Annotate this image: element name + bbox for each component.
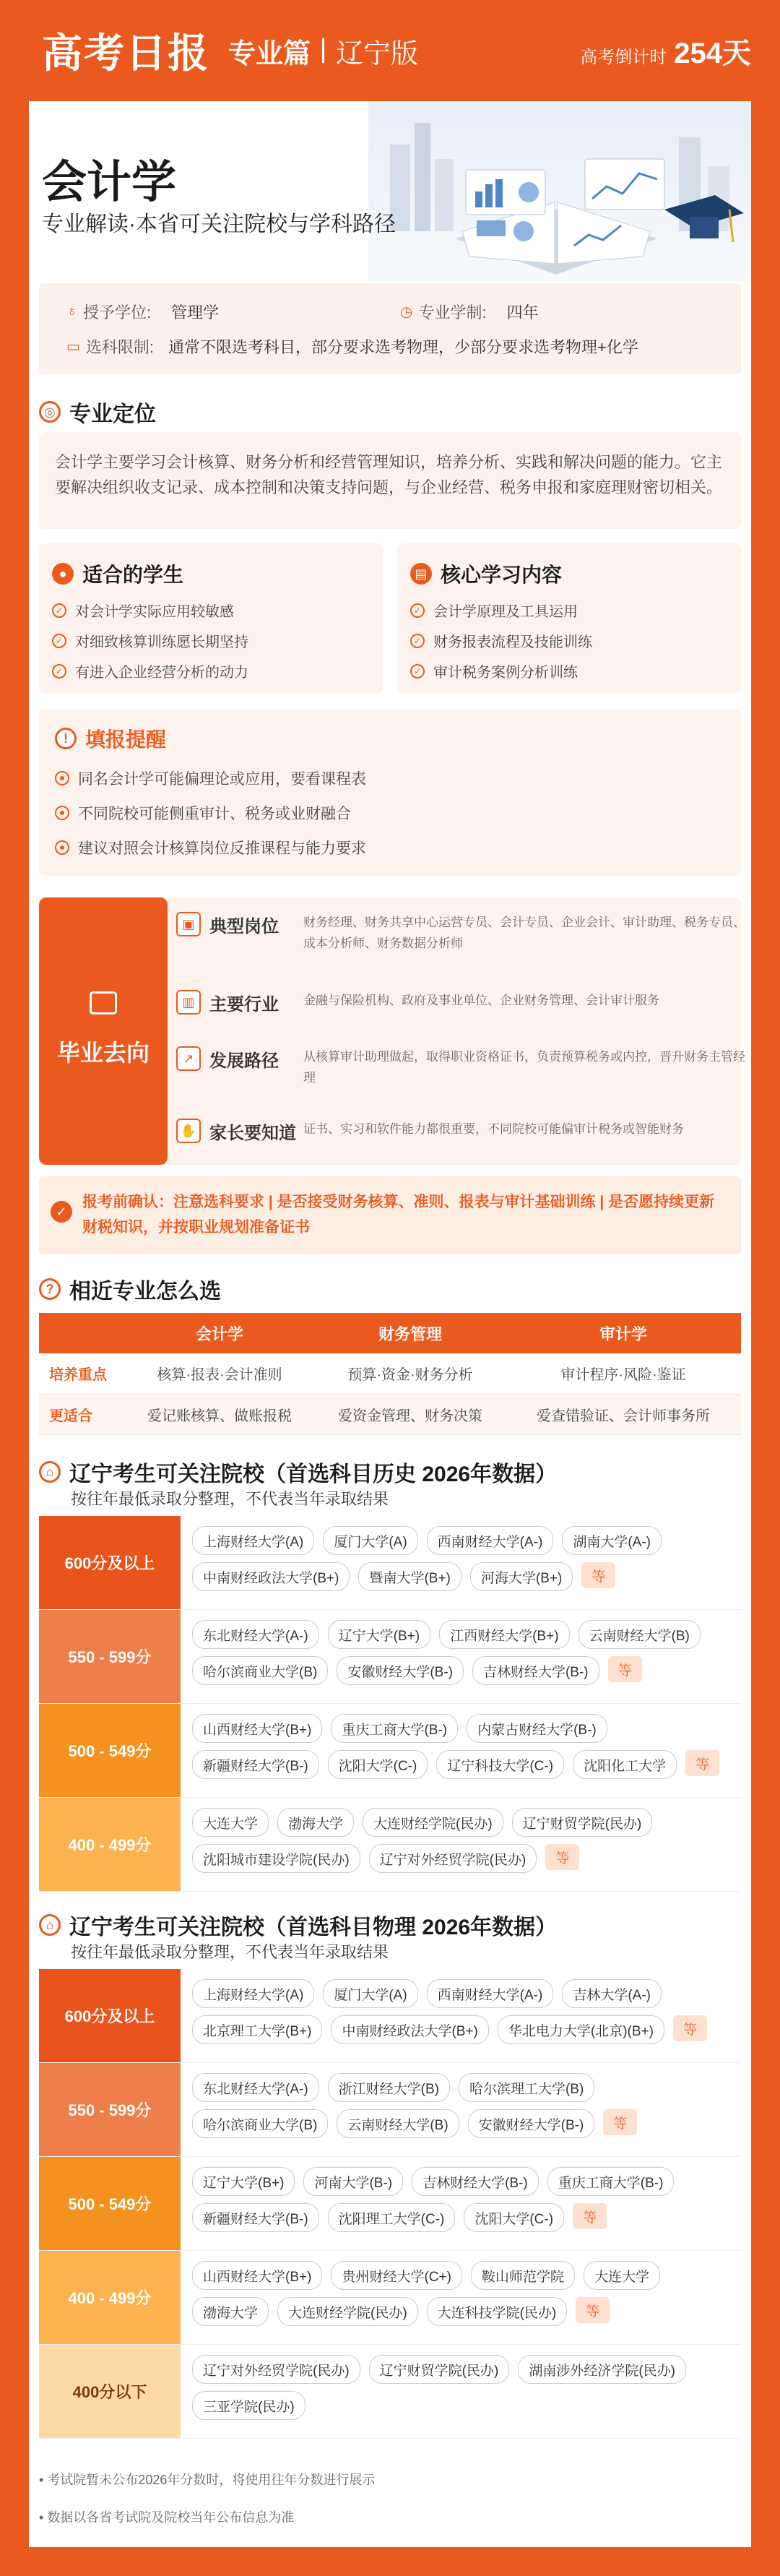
school-icon: ⌂ bbox=[39, 1914, 61, 1936]
compass-icon: ◎ bbox=[39, 401, 61, 423]
suitable-title: 适合的学生 bbox=[82, 564, 184, 586]
subject-label: 选科限制: bbox=[85, 338, 155, 356]
school-chips bbox=[192, 1979, 734, 2044]
school-chip: 吉林财经大学(B-) bbox=[472, 1656, 599, 1685]
school-chip: 沈阳城市建设学院(民办) bbox=[192, 1844, 360, 1873]
school-chip: 大连财经学院(民办) bbox=[277, 2297, 418, 2326]
duration-row bbox=[400, 301, 539, 323]
score-tier bbox=[39, 2063, 741, 2157]
school-chip: 三亚学院(民办) bbox=[192, 2391, 306, 2420]
school-chip: 新疆财经大学(B-) bbox=[192, 1750, 319, 1779]
more-tag: 等 bbox=[608, 1656, 642, 1682]
divider bbox=[322, 38, 324, 63]
school-chip: 大连科技学院(民办) bbox=[427, 2297, 568, 2326]
col-accounting: 会计学 bbox=[124, 1313, 315, 1353]
school-chip: 新疆财经大学(B-) bbox=[192, 2203, 319, 2232]
physics-subtitle: 按往年最低录取分整理，不代表当年录取结果 bbox=[71, 1943, 389, 1961]
school-chip: 浙江财经大学(B) bbox=[328, 2073, 450, 2102]
col-finance: 财务管理 bbox=[315, 1313, 506, 1353]
school-chip: 辽宁对外经贸学院(民办) bbox=[369, 1844, 537, 1873]
school-chip: 安徽财经大学(B-) bbox=[337, 1656, 464, 1685]
school-chip: 北京理工大学(B+) bbox=[192, 2015, 322, 2044]
compare-table bbox=[39, 1313, 741, 1435]
top-header bbox=[0, 0, 780, 101]
school-chip: 辽宁财贸学院(民办) bbox=[369, 2355, 510, 2384]
history-heading: ⌂ 辽宁考生可关注院校（首选科目历史 2026年数据） bbox=[39, 1456, 557, 1488]
history-subtitle: 按往年最低录取分整理，不代表当年录取结果 bbox=[71, 1490, 389, 1508]
more-tag: 等 bbox=[576, 2297, 610, 2323]
school-chip: 安徽财经大学(B-) bbox=[468, 2109, 595, 2138]
more-tag: 等 bbox=[581, 1562, 615, 1588]
open-book-icon: ▤ bbox=[410, 563, 432, 585]
bullet-icon bbox=[55, 771, 69, 785]
school-icon: ⌂ bbox=[39, 1461, 61, 1483]
col-audit: 审计学 bbox=[506, 1313, 741, 1353]
more-tag: 等 bbox=[573, 2203, 607, 2229]
reminder-item: 建议对照会计核算岗位反推课程与能力要求 bbox=[55, 837, 366, 858]
book-icon: ▭ bbox=[66, 339, 80, 355]
footnote: • 考试院暂未公布2026年分数时，将使用往年分数进行展示 bbox=[39, 2473, 376, 2487]
school-chip: 辽宁财贸学院(民办) bbox=[512, 1808, 653, 1837]
score-tier bbox=[39, 2345, 741, 2439]
school-chips bbox=[192, 1526, 734, 1591]
school-chip: 渤海大学 bbox=[192, 2297, 269, 2326]
content-card bbox=[29, 101, 751, 2547]
building-icon: ▥ bbox=[176, 990, 201, 1015]
career-row-path: ↗ 发展路径 从核算审计助理做起，取得职业资格证书，负责预算税务或内控，晋升财务主管经理 bbox=[176, 1046, 751, 1088]
school-chip: 暨南大学(B+) bbox=[358, 1562, 461, 1591]
id-card-icon: ▣ bbox=[176, 912, 201, 936]
career-row-parents: ✋ 家长要知道 证书、实习和软件能力都很重要，不同院校可能偏审计税务或智能财务 bbox=[176, 1119, 751, 1144]
school-chip: 江西财经大学(B+) bbox=[439, 1620, 569, 1649]
warning-icon: ! bbox=[55, 728, 77, 749]
school-chip: 山西财经大学(B+) bbox=[192, 1714, 322, 1743]
clock-icon: ◷ bbox=[400, 304, 413, 320]
suitable-item: ✓ 有进入企业经营分析的动力 bbox=[52, 660, 248, 681]
trend-icon: ↗ bbox=[176, 1046, 201, 1071]
duration-value: 四年 bbox=[506, 303, 539, 322]
subject-row bbox=[66, 335, 638, 358]
hand-icon: ✋ bbox=[176, 1119, 201, 1143]
reminder-item: 同名会计学可能偏理论或应用，要看课程表 bbox=[55, 767, 366, 789]
score-tier bbox=[39, 1969, 741, 2063]
school-chips bbox=[192, 2261, 734, 2326]
core-item: ✓ 会计学原理及工具运用 bbox=[410, 600, 578, 621]
suitable-item: ✓ 对细致核算训练愿长期坚持 bbox=[52, 630, 248, 651]
check-icon: ✓ bbox=[410, 603, 425, 618]
compare-heading bbox=[39, 1273, 221, 1305]
bullet-icon bbox=[55, 840, 69, 855]
school-chip: 大连财经学院(民办) bbox=[363, 1808, 503, 1837]
duration-label: 专业学制: bbox=[418, 303, 487, 322]
tier-label: 550 - 599分 bbox=[39, 2063, 181, 2156]
school-chip: 辽宁大学(B+) bbox=[192, 2167, 295, 2196]
school-chip: 西南财经大学(A-) bbox=[427, 1526, 554, 1555]
school-chip: 湖南涉外经济学院(民办) bbox=[518, 2355, 686, 2384]
major-subtitle: 专业解读·本省可关注院校与学科路径 bbox=[42, 212, 396, 236]
user-icon: ● bbox=[52, 563, 74, 585]
section-tag: 专业篇 bbox=[228, 38, 311, 69]
school-chip: 上海财经大学(A) bbox=[192, 1526, 314, 1555]
career-box bbox=[39, 897, 745, 1165]
school-chip: 重庆工商大学(B-) bbox=[547, 2167, 675, 2196]
tier-label: 600分及以上 bbox=[39, 1969, 181, 2062]
school-chip: 大连大学 bbox=[584, 2261, 660, 2290]
suitable-item: ✓ 对会计学实际应用较敏感 bbox=[52, 600, 234, 621]
positioning-box bbox=[39, 432, 741, 529]
brand-title: 高考日报 bbox=[42, 30, 209, 76]
school-chip: 河海大学(B+) bbox=[470, 1562, 573, 1591]
hero-banner bbox=[29, 101, 751, 282]
core-item: ✓ 财务报表流程及技能训练 bbox=[410, 630, 592, 651]
positioning-heading bbox=[39, 396, 156, 428]
school-chip: 厦门大学(A) bbox=[323, 1979, 417, 2008]
school-chip: 云南财经大学(B) bbox=[578, 1620, 701, 1649]
compare-title: 相近专业怎么选 bbox=[69, 1280, 221, 1304]
question-icon: ? bbox=[39, 1278, 61, 1300]
physics-heading: ⌂ 辽宁考生可关注院校（首选科目物理 2026年数据） bbox=[39, 1909, 557, 1941]
confirm-text: 报考前确认：注意选科要求 | 是否接受财务核算、准则、报表与审计基础训练 | 是否愿持续更新财税知识，并按职业规划准备证书 bbox=[82, 1194, 715, 1236]
more-tag: 等 bbox=[603, 2109, 637, 2135]
school-chip: 贵州财经大学(C+) bbox=[331, 2261, 462, 2290]
school-chips bbox=[192, 1714, 734, 1779]
countdown-value: 254天 bbox=[674, 37, 751, 69]
school-chip: 哈尔滨商业大学(B) bbox=[192, 1656, 328, 1685]
school-chip: 山西财经大学(B+) bbox=[192, 2261, 322, 2290]
more-tag: 等 bbox=[673, 2015, 707, 2041]
tier-label: 500 - 549分 bbox=[39, 2157, 181, 2250]
degree-row bbox=[66, 301, 219, 323]
briefcase-icon bbox=[90, 991, 117, 1015]
award-icon: ♁ bbox=[66, 303, 77, 319]
school-chips bbox=[192, 2167, 734, 2232]
major-title: 会计学 bbox=[42, 158, 177, 207]
school-chip: 云南财经大学(B) bbox=[337, 2109, 459, 2138]
school-chip: 沈阳化工大学 bbox=[573, 1750, 677, 1779]
exam-countdown bbox=[580, 30, 751, 72]
career-title: 毕业去向 bbox=[56, 1040, 150, 1066]
school-chip: 中南财经政法大学(B+) bbox=[192, 1562, 350, 1591]
school-chip: 厦门大学(A) bbox=[323, 1526, 417, 1555]
core-heading bbox=[410, 559, 562, 588]
core-box bbox=[397, 543, 741, 694]
career-row-positions: ▣ 典型岗位 财务经理、财务共享中心运营专员、会计专员、企业会计、审计助理、税务专员、成本分析师、财务数据分析师 bbox=[176, 912, 751, 954]
compare-header-row bbox=[39, 1313, 741, 1353]
school-chip: 内蒙古财经大学(B-) bbox=[467, 1714, 607, 1743]
positioning-title: 专业定位 bbox=[69, 402, 156, 426]
score-tier bbox=[39, 1798, 741, 1892]
score-tier bbox=[39, 1610, 741, 1704]
reminder-heading bbox=[55, 724, 166, 753]
reminder-title: 填报提醒 bbox=[85, 728, 167, 751]
school-chip: 湖南大学(A-) bbox=[562, 1526, 662, 1555]
school-chip: 河南大学(B-) bbox=[303, 2167, 403, 2196]
core-item: ✓ 审计税务案例分析训练 bbox=[410, 660, 578, 681]
confirm-box bbox=[39, 1176, 741, 1254]
school-chip: 辽宁科技大学(C-) bbox=[436, 1750, 564, 1779]
tier-label: 500 - 549分 bbox=[39, 1704, 181, 1797]
degree-value: 管理学 bbox=[171, 303, 220, 322]
school-chips bbox=[192, 2073, 734, 2138]
table-row: 更适合 爱记账核算、做账报税 爱资金管理、财务决策 爱查错验证、会计师事务所 bbox=[39, 1394, 741, 1434]
school-chip: 渤海大学 bbox=[277, 1808, 354, 1837]
suitable-heading bbox=[52, 559, 183, 588]
school-chip: 沈阳大学(C-) bbox=[328, 1750, 428, 1779]
table-row: 培养重点 核算·报表·会计准则 预算·资金·财务分析 审计程序·风险·鉴证 bbox=[39, 1353, 741, 1394]
core-title: 核心学习内容 bbox=[441, 564, 563, 586]
tier-label: 550 - 599分 bbox=[39, 1610, 181, 1703]
school-chip: 大连大学 bbox=[192, 1808, 269, 1837]
school-chip: 沈阳大学(C-) bbox=[464, 2203, 564, 2232]
tier-label: 400 - 499分 bbox=[39, 1798, 181, 1891]
check-icon: ✓ bbox=[410, 634, 425, 648]
suitable-box bbox=[39, 543, 383, 694]
school-chip: 辽宁对外经贸学院(民办) bbox=[192, 2355, 360, 2384]
book-illustration bbox=[368, 101, 751, 282]
countdown-label: 高考倒计时 bbox=[580, 47, 667, 67]
check-icon: ✓ bbox=[410, 664, 425, 679]
school-chip: 华北电力大学(北京)(B+) bbox=[498, 2015, 664, 2044]
bullet-icon bbox=[55, 806, 69, 820]
school-chip: 吉林大学(A-) bbox=[562, 1979, 662, 2008]
school-chip: 哈尔滨商业大学(B) bbox=[192, 2109, 328, 2138]
school-chip: 西南财经大学(A-) bbox=[427, 1979, 554, 2008]
tier-label: 600分及以上 bbox=[39, 1516, 181, 1609]
school-chips bbox=[192, 1808, 734, 1873]
tier-label: 400分以下 bbox=[39, 2345, 181, 2438]
school-chip: 中南财经政法大学(B+) bbox=[331, 2015, 488, 2044]
school-chip: 重庆工商大学(B-) bbox=[331, 1714, 458, 1743]
school-chip: 辽宁大学(B+) bbox=[328, 1620, 430, 1649]
school-chips bbox=[192, 1620, 734, 1685]
province-tag: 辽宁版 bbox=[336, 38, 419, 69]
degree-label: 授予学位: bbox=[83, 303, 152, 322]
score-tier bbox=[39, 2251, 741, 2345]
subject-value: 通常不限选考科目，部分要求选考物理，少部分要求选考物理+化学 bbox=[168, 338, 638, 356]
reminder-box bbox=[39, 710, 741, 876]
reminder-item: 不同院校可能侧重审计、税务或业财融合 bbox=[55, 802, 351, 824]
score-tier bbox=[39, 1704, 741, 1798]
more-tag: 等 bbox=[545, 1844, 579, 1870]
school-chip: 吉林财经大学(B-) bbox=[412, 2167, 539, 2196]
check-icon: ✓ bbox=[52, 664, 66, 679]
career-row-industries: ▥ 主要行业 金融与保险机构、政府及事业单位、企业财务管理、会计审计服务 bbox=[176, 990, 751, 1015]
tier-label: 400 - 499分 bbox=[39, 2251, 181, 2344]
school-chip: 东北财经大学(A-) bbox=[192, 2073, 319, 2102]
school-chip: 鞍山师范学院 bbox=[471, 2261, 575, 2290]
basic-info-box bbox=[39, 283, 741, 374]
more-tag: 等 bbox=[685, 1750, 719, 1776]
school-chip: 哈尔滨理工大学(B) bbox=[459, 2073, 594, 2102]
score-tier bbox=[39, 2157, 741, 2251]
check-circle-icon: ✓ bbox=[51, 1201, 72, 1223]
career-panel bbox=[39, 897, 168, 1165]
score-tier bbox=[39, 1516, 741, 1610]
school-chip: 沈阳理工大学(C-) bbox=[328, 2203, 456, 2232]
school-chip: 上海财经大学(A) bbox=[192, 1979, 314, 2008]
check-icon: ✓ bbox=[52, 634, 66, 648]
positioning-text: 会计学主要学习会计核算、财务分析和经营管理知识，培养分析、实践和解决问题的能力。它主要解决组织收支记录、成本控制和决策支持问题，与企业经营、税务申报和家庭理财密切相关。 bbox=[55, 453, 723, 496]
school-chip: 东北财经大学(A-) bbox=[192, 1620, 319, 1649]
footnote: • 数据以各省考试院及院校当年公布信息为准 bbox=[39, 2510, 295, 2525]
school-chips bbox=[192, 2355, 734, 2420]
check-icon: ✓ bbox=[52, 603, 66, 618]
